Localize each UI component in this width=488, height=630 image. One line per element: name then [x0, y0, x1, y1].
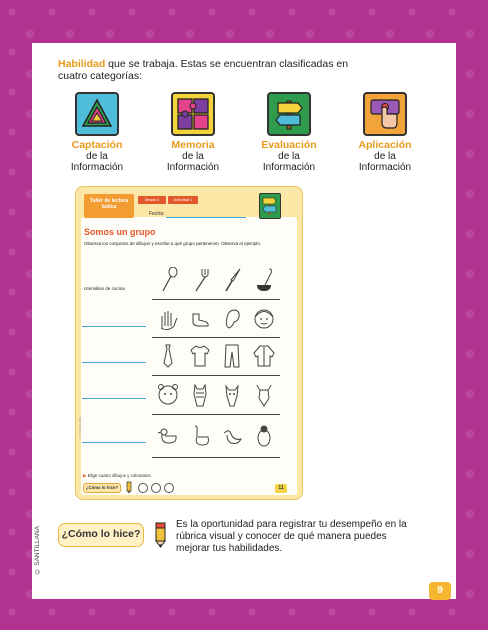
tie-icon	[157, 343, 179, 369]
row-divider	[152, 375, 280, 376]
worksheet-task: ▶ Elige cuatro dibujos y colorealos.	[83, 473, 152, 478]
face-rating-icon	[138, 483, 148, 493]
clothes-row	[152, 340, 280, 372]
birds-row	[152, 419, 280, 453]
worksheet-how-chip: ¿Cómo lo hice?	[83, 483, 121, 493]
answer-line	[82, 398, 146, 399]
category-title: Memoria	[171, 139, 215, 151]
worksheet-side-credit: © SANTILLANA	[78, 417, 82, 441]
intro-paragraph	[58, 58, 378, 82]
row-divider	[152, 299, 280, 300]
face-rating-icon	[164, 483, 174, 493]
spoon-icon	[157, 267, 179, 293]
category-evaluacion	[244, 92, 334, 173]
intro-text: que se trabaja. Estas se encuentran clasificadas en cuatro categorías:	[58, 58, 349, 82]
duck-icon	[157, 423, 179, 449]
worksheet-date-label: Fecha:	[149, 211, 165, 217]
answer-line	[82, 362, 146, 363]
face-rating-icon	[151, 483, 161, 493]
row-divider	[152, 414, 280, 415]
answer-line	[82, 326, 146, 327]
hand-pointer-icon	[363, 92, 407, 136]
giraffe-icon	[221, 382, 243, 408]
category-line: Información	[358, 162, 412, 173]
copyright-text: © SANTILLANA	[34, 526, 41, 575]
worksheet-instructions: Observa los conjuntos de dibujos y escribe a qué grupo pertenecen. Observa el ejemplo.	[84, 241, 262, 246]
triangles-icon	[75, 92, 119, 136]
puzzle-icon	[171, 92, 215, 136]
category-title: Evaluación	[261, 139, 317, 151]
face-icon	[253, 306, 275, 332]
skill-categories	[52, 92, 432, 182]
how-did-i-do-description: Es la oportunidad para registrar tu desempeño en la rúbrica visual y conocer de qué manera puedes mejorar tus habilidades.	[176, 519, 407, 554]
pencil-icon	[150, 521, 172, 549]
jacket-icon	[253, 343, 275, 369]
worksheet-activity-tab: Actividad 1	[168, 196, 198, 204]
worksheet-preview	[75, 186, 303, 500]
row-divider	[152, 337, 280, 338]
category-line: Información	[70, 162, 124, 173]
signpost-icon	[259, 193, 281, 219]
category-line: de la	[86, 151, 108, 162]
zebra-icon	[189, 382, 211, 408]
goose-icon	[189, 423, 211, 449]
tiger-icon	[157, 382, 179, 408]
category-aplicacion	[340, 92, 430, 173]
worksheet-tag: Taller de lectura lúdica	[84, 194, 134, 218]
skill-highlight: Habilidad	[58, 58, 106, 70]
category-line: de la	[182, 151, 204, 162]
signpost-icon	[267, 92, 311, 136]
category-line: Información	[166, 162, 220, 173]
pants-icon	[221, 343, 243, 369]
fork-icon	[189, 267, 211, 293]
category-line: de la	[278, 151, 300, 162]
row-divider	[152, 457, 280, 458]
knife-icon	[221, 267, 243, 293]
answer-line	[82, 442, 146, 443]
pencil-icon	[124, 481, 134, 494]
worksheet-example-label: Utensilios de cocina	[84, 286, 125, 291]
worksheet-session-tab: Sesión 4	[138, 196, 166, 204]
foot-icon	[189, 306, 211, 332]
body-parts-row	[152, 303, 280, 335]
penguin-icon	[253, 423, 275, 449]
worksheet-page-number: 11	[275, 484, 287, 493]
dove-icon	[221, 423, 243, 449]
page-number: 9	[429, 582, 451, 600]
goat-icon	[253, 382, 275, 408]
animals-row	[152, 378, 280, 412]
category-title: Captación	[71, 139, 123, 151]
category-title: Aplicación	[358, 139, 412, 151]
category-line: de la	[374, 151, 396, 162]
hand-icon	[157, 306, 179, 332]
ear-icon	[221, 306, 243, 332]
category-line: Información	[262, 162, 316, 173]
category-memoria	[148, 92, 238, 173]
worksheet-date-line	[166, 217, 246, 218]
category-captacion	[52, 92, 142, 173]
shirt-icon	[189, 343, 211, 369]
how-did-i-do-chip: ¿Cómo lo hice?	[58, 523, 144, 547]
ladle-icon	[253, 267, 275, 293]
worksheet-title: Somos un grupo	[84, 227, 156, 237]
utensils-row	[152, 263, 280, 297]
